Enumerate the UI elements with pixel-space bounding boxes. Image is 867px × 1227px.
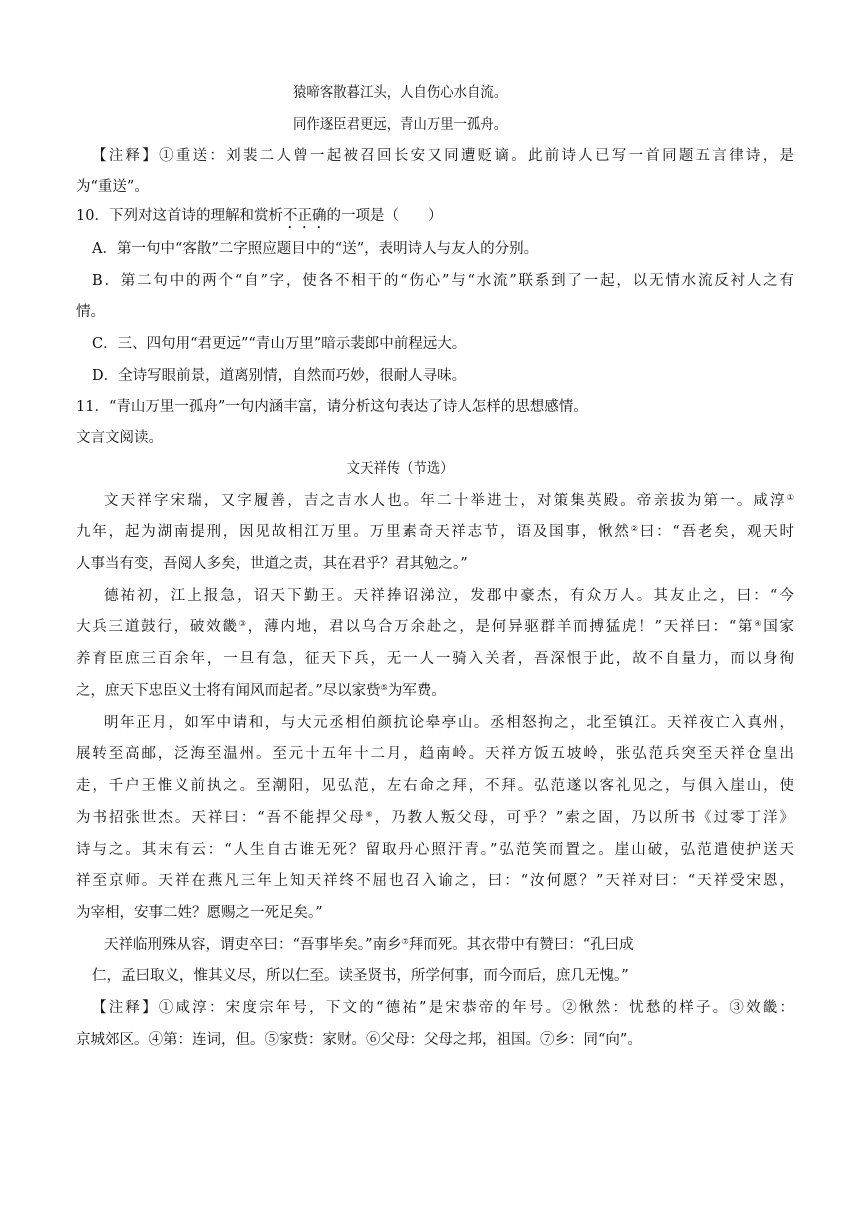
section-title: 文言文阅读。 [76, 430, 163, 446]
question-11: 11．“青山万里一孤舟”一句内涵丰富，请分析这句表达了诗人怎样的思想感情。 [76, 399, 588, 415]
poem-line-4: 同作逐臣君更远，青山万里一孤舟。 [293, 117, 508, 133]
question-10-option-b-line-1: B．第二句中的两个“自”字，使各不相干的“伤心”与“水流”联系到了一起，以无情水流反衬人之有 [92, 273, 794, 289]
essay-paragraph-3-line-2: 展转至高邮，泛海至温州。至元十五年十二月，趋南岭。天祥方饭五坡岭，张弘范兵突至天祥仓皇出 [76, 746, 794, 762]
footnote-2: ② [630, 524, 640, 533]
footnote-6: ⑥ [365, 810, 375, 819]
essay-paragraph-4-line-1: 天祥临刑殊从容，谓吏卒曰：“吾事毕矣。”南乡⑦拜而死。其衣带中有赞曰：“孔曰成 [104, 937, 634, 953]
footnote-1: ① [786, 493, 794, 502]
essay-note-line-1: 【注释】①咸淳：宋度宗年号，下文的“德祐”是宋恭帝的年号。②愀然：忧愁的样子。③效畿： [92, 1000, 794, 1016]
essay-paragraph-2-line-2: 大兵三道鼓行，破效畿③，薄内地，君以乌合万余赴之，是何异驱群羊而搏猛虎！”天祥曰：“第④国家 [76, 619, 795, 635]
footnote-4: ④ [754, 619, 764, 628]
question-10-option-d: D．全诗写眼前景，道离别情，自然而巧妙，很耐人寻味。 [92, 368, 467, 384]
footnote-7: ⑦ [401, 937, 409, 946]
essay-paragraph-1-line-3: 人事当有变，吾阅人多矣，世道之责，其在君乎？君其勉之。” [76, 556, 468, 572]
question-10-option-b-line-2: 情。 [76, 304, 105, 320]
essay-paragraph-4-line-2: 仁，孟曰取义，惟其义尽，所以仁至。读圣贤书，所学何事，而今而后，庶几无愧。” [92, 968, 629, 984]
essay-paragraph-3-line-7: 为宰相，安事二姓？愿赐之一死足矣。” [76, 905, 323, 921]
question-10-stem [76, 206, 442, 232]
question-10-stem-start: 10．下列对这首诗的理解和赏析 [76, 208, 283, 224]
essay-paragraph-3-line-5: 诗与之。其末有云：“人生自古谁无死？留取丹心照汗青。”弘范笑而置之。崖山破，弘范遣使护送天 [76, 842, 794, 858]
footnote-3: ③ [238, 619, 248, 628]
poem-note-line-1: 【注释】①重送：刘裴二人曾一起被召回长安又同遭贬谪。此前诗人已写一首同题五言律诗，是 [92, 148, 794, 164]
essay-title: 文天祥传（节选） [346, 461, 454, 477]
question-10-option-a: A．第一句中“客散”二字照应题目中的“送”，表明诗人与友人的分别。 [92, 241, 539, 257]
essay-paragraph-3-line-4: 为书招张世杰。天祥曰：“吾不能捍父母⑥，乃教人叛父母，可乎？”索之固，乃以所书《过零丁洋》 [76, 810, 794, 826]
essay-paragraph-3-line-1: 明年正月，如军中请和，与大元丞相伯颜抗论皋亭山。丞相怒拘之，北至镇江。天祥夜亡入真州， [104, 715, 794, 731]
essay-paragraph-1-line-1: 文天祥字宋瑞，又字履善，吉之吉水人也。年二十举进士，对策集英殿。帝亲拔为第一。咸淳① [104, 493, 794, 509]
essay-paragraph-2-line-4: 之，庶天下忠臣义士将有闻风而起者。”尽以家赀⑤为军费。 [76, 683, 446, 699]
footnote-5: ⑤ [380, 683, 388, 692]
essay-paragraph-3-line-6: 祥至京师。天祥在燕凡三年上知天祥终不屈也召入谕之，曰：“汝何愿？”天祥对曰：“天祥受宋恩， [76, 873, 794, 889]
question-10-emphasis: 不正确 [282, 208, 327, 224]
poem-note-line-2: 为“重送”。 [76, 179, 149, 195]
essay-paragraph-2-line-1: 德祐初，江上报急，诏天下勤王。天祥捧诏涕泣，发郡中豪杰，有众万人。其友止之，曰：“今 [104, 588, 794, 604]
poem-line-3: 猿啼客散暮江头，人自伤心水自流。 [293, 85, 508, 101]
essay-note-line-2: 京城郊区。④第：连词，但。⑤家赀：家财。⑥父母：父母之邦，祖国。⑦乡：同“向”。 [76, 1032, 642, 1048]
question-10-stem-end: 的一项是（ ） [326, 208, 443, 224]
question-10-option-c: C．三、四句用“君更远”“青山万里”暗示裴郎中前程远大。 [92, 336, 467, 352]
essay-paragraph-3-line-3: 走，千户王惟义前执之。至潮阳，见弘范，左右命之拜，不拜。弘范遂以客礼见之，与俱入崖山，使 [76, 778, 794, 794]
essay-paragraph-2-line-3: 养育臣庶三百余年，一旦有急，征天下兵，无一人一骑入关者，吾深恨于此，故不自量力，而以身徇 [76, 651, 794, 667]
essay-paragraph-1-line-2: 九年，起为湖南提刑，因见故相江万里。万里素奇天祥志节，语及国事，愀然②曰：“吾老矣，观天时 [76, 524, 795, 540]
